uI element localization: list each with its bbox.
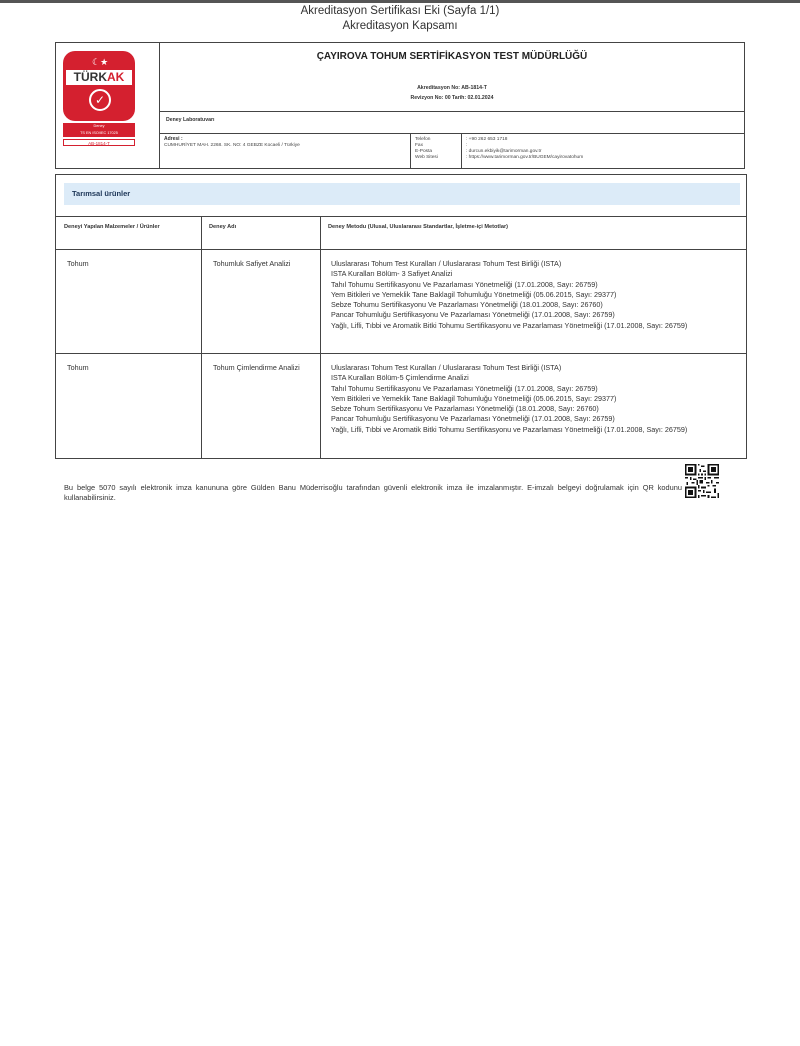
contact-label-website: Web Sitesi [415, 155, 438, 160]
row2-test-name: Tohum Çimlendirme Analizi [213, 363, 300, 372]
section-title: Tarımsal ürünler [64, 183, 740, 205]
method-line: ISTA Kuralları Bölüm-5 Çimlendirme Analizi [331, 373, 469, 383]
column-divider [201, 216, 202, 458]
logo-cell [56, 43, 160, 168]
row1-material: Tohum [67, 259, 89, 268]
method-line: Sebze Tohum Sertifikasyonu Ve Pazarlaması Yönetmeliği (18.01.2008, Sayı: 26760) [331, 404, 599, 414]
method-line: Sebze Tohumu Sertifikasyonu Ve Pazarlaması Yönetmeliği (18.01.2008, Sayı: 26760) [331, 300, 603, 310]
method-line: Yağlı, Lifli, Tıbbi ve Aromatik Bitki Tohumu Sertifikasyonu ve Pazarlaması Yönetmeliği (17.01.2008, Sayı: 26759) [331, 424, 688, 434]
logo-code: AB-1814-T [63, 139, 135, 146]
method-line: Uluslararası Tohum Test Kuralları / Uluslararası Tohum Test Birliği (ISTA) [331, 259, 562, 268]
address-text: CUMHURİYET MAH. 2268. SK. NO: 4 GEBZE Kocaeli / Türkiye [164, 143, 300, 148]
method-line: Pancar Tohumluğu Sertifikasyonu Ve Pazarlaması Yönetmeliği (17.01.2008, Sayı: 26759) [331, 310, 615, 320]
qr-code-icon[interactable] [685, 464, 719, 498]
contact-fax: : [466, 143, 468, 148]
signature-note: Bu belge 5070 sayılı elektronik imza kanununa göre Gülden Banu Müderrisoğlu tarafından güvenli elektronik imza ile imzalanmıştır. E-imzalı belgeyi doğrulamak için QR kodunu kullanabilirsiniz. [64, 483, 682, 502]
method-line: ISTA Kuralları Bölüm- 3 Safiyet Analizi [331, 269, 453, 279]
contact-values [466, 137, 583, 161]
address-label: Adresi : [164, 136, 183, 142]
method-line: Tahıl Tohumu Sertifikasyonu Ve Pazarlaması Yönetmeliği (17.01.2008, Sayı: 26759) [331, 383, 598, 393]
table-border [56, 216, 746, 217]
scope-table [55, 174, 747, 459]
contact-email[interactable]: : durcun.ekbiyik@tarimorman.gov.tr [466, 149, 542, 154]
column-header-method: Deney Metodu (Ulusal, Uluslararası Standartlar, İşletme-içi Metotlar) [328, 224, 508, 230]
method-line: Yağlı, Lifli, Tıbbi ve Aromatik Bitki Tohumu Sertifikasyonu ve Pazarlaması Yönetmeliği (17.01.2008, Sayı: 26759) [331, 320, 688, 330]
divider [461, 133, 462, 168]
logo-subtitle: Deney TS EN ISO/IEC 17025 [63, 123, 135, 137]
table-border [56, 249, 746, 250]
method-line: Yem Bitkileri ve Yemeklik Tane Baklagil Tohumluğu Yönetmeliği (05.06.2015, Sayı: 29377) [331, 393, 617, 403]
lab-type: Deney Laboratuvarı [166, 117, 215, 123]
row1-test-name: Tohumluk Safiyet Analizi [213, 259, 291, 268]
revision-info: Revizyon No: 00 Tarih: 02.01.2024 [410, 95, 494, 101]
method-line: Tahıl Tohumu Sertifikasyonu Ve Pazarlaması Yönetmeliği (17.01.2008, Sayı: 26759) [331, 279, 598, 289]
crescent-star-icon: ☾★ [92, 57, 109, 67]
contact-label-email: E-Posta [415, 149, 433, 154]
lab-header-box [55, 42, 745, 169]
row2-methods [331, 363, 741, 435]
row1-methods [331, 259, 741, 331]
method-line: Pancar Tohumluğu Sertifikasyonu Ve Pazarlaması Yönetmeliği (17.01.2008, Sayı: 26759) [331, 414, 615, 424]
column-divider [320, 216, 321, 458]
lab-name: ÇAYIROVA TOHUM SERTİFİKASYON TEST MÜDÜRLÜĞÜ [316, 51, 588, 62]
contact-website[interactable]: : https://www.tarimorman.gov.tr/BUGEM/cayirovatohum [466, 155, 584, 160]
contact-label-phone: Telefon [415, 137, 431, 142]
top-border [0, 0, 800, 3]
contact-labels [415, 137, 438, 161]
column-header-materials: Deneyi Yapılan Malzemeler / Ürünler [64, 224, 160, 230]
checkmark-icon: ✓ [89, 89, 111, 111]
accreditation-number: Akreditasyon No: AB-1814-T [417, 85, 487, 91]
turkak-logo [63, 51, 135, 121]
divider [410, 133, 411, 168]
divider [160, 111, 744, 112]
logo-wordmark: TÜRKAK [66, 70, 132, 85]
method-line: Yem Bitkileri ve Yemeklik Tane Baklagil Tohumluğu Yönetmeliği (05.06.2015, Sayı: 29377) [331, 289, 617, 299]
row2-material: Tohum [67, 363, 89, 372]
table-border [56, 353, 746, 354]
contact-phone: : +90 262 653 1718 [466, 137, 508, 142]
document-subtitle: Akreditasyon Kapsamı [342, 20, 458, 32]
contact-label-fax: Fax [415, 143, 423, 148]
method-line: Uluslararası Tohum Test Kuralları / Uluslararası Tohum Test Birliği (ISTA) [331, 363, 562, 372]
document-title: Akreditasyon Sertifikası Eki (Sayfa 1/1) [300, 5, 500, 17]
column-header-test-name: Deney Adı [209, 224, 237, 230]
divider [160, 133, 744, 134]
